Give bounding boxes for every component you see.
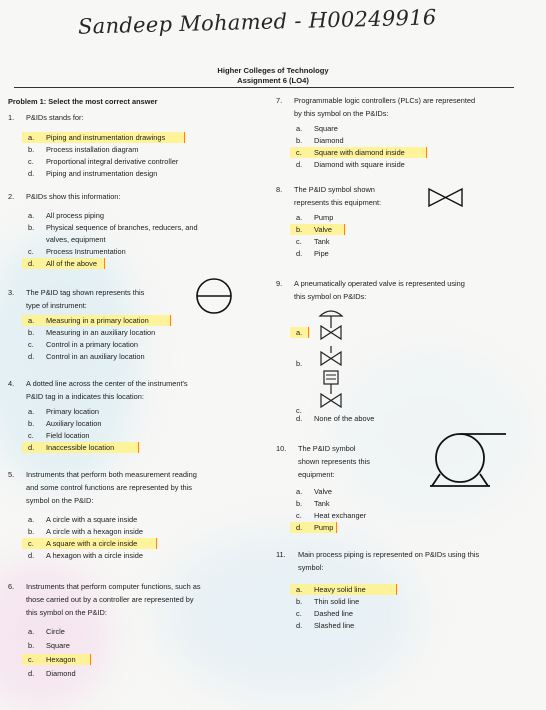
option-letter: b.	[28, 641, 35, 650]
question-text: P&IDs show this information:	[26, 192, 121, 201]
option-d[interactable]: Inaccessible location	[46, 443, 115, 452]
option-d[interactable]: Slashed line	[314, 621, 355, 630]
option-c[interactable]: valves, equipment	[46, 235, 106, 244]
option-letter: a.	[28, 627, 35, 636]
option-letter: d.	[296, 414, 303, 423]
college-name: Higher Colleges of Technology	[217, 66, 329, 75]
question-text: Programmable logic controllers (PLCs) are represented	[294, 96, 476, 105]
question-text: by this symbol on the P&IDs:	[294, 109, 389, 118]
option-letter: a.	[296, 487, 303, 496]
option-letter: c.	[28, 539, 34, 548]
option-letter: d.	[28, 169, 35, 178]
question-text: equipment:	[298, 470, 335, 479]
option-letter: b.	[28, 223, 35, 232]
option-a[interactable]: All process piping	[46, 211, 104, 220]
valve-symbol	[428, 188, 464, 208]
assignment-title: Assignment 6 (LO4)	[237, 76, 309, 85]
option-letter: a.	[296, 328, 303, 337]
question-number: 8.	[276, 185, 283, 194]
option-d[interactable]: Piping and instrumentation design	[46, 169, 158, 178]
option-letter: d.	[296, 249, 303, 258]
option-b[interactable]: Diamond	[314, 136, 344, 145]
option-letter: a.	[296, 585, 303, 594]
option-letter: c.	[296, 609, 302, 618]
question-text: shown represents this	[298, 457, 370, 466]
option-a[interactable]: Heavy solid line	[314, 585, 366, 594]
option-d[interactable]: A hexagon with a circle inside	[46, 551, 143, 560]
option-letter: c.	[296, 148, 302, 157]
option-c[interactable]: Dashed line	[314, 609, 354, 618]
option-b[interactable]: Process installation diagram	[46, 145, 139, 154]
option-letter: c.	[296, 511, 302, 520]
option-letter: d.	[28, 443, 35, 452]
valve-option-b	[316, 346, 346, 368]
question-number: 6.	[8, 582, 15, 591]
question-text: Instruments that perform both measurement reading	[26, 470, 197, 479]
question-text: symbol:	[298, 563, 324, 572]
pen-mark	[308, 327, 309, 338]
question-text: type of instrument:	[26, 301, 87, 310]
option-letter: b.	[296, 225, 303, 234]
option-d[interactable]: Control in an auxiliary location	[46, 352, 145, 361]
option-letter: b.	[296, 136, 303, 145]
option-letter: d.	[296, 621, 303, 630]
option-letter: b.	[296, 359, 303, 368]
option-letter: b.	[28, 145, 35, 154]
option-letter: d.	[28, 259, 35, 268]
question-number: 5.	[8, 470, 15, 479]
option-c[interactable]: Square with diamond inside	[314, 148, 405, 157]
option-a[interactable]: Valve	[314, 487, 332, 496]
question-text: A dotted line across the center of the instrument's	[26, 379, 188, 388]
option-d[interactable]: None of the above	[314, 414, 375, 423]
option-d[interactable]: Diamond	[46, 669, 76, 678]
question-number: 10.	[276, 444, 287, 453]
option-a[interactable]: Primary location	[46, 407, 99, 416]
question-number: 3.	[8, 288, 15, 297]
option-c[interactable]: Heat exchanger	[314, 511, 367, 520]
question-text: A pneumatically operated valve is represented using	[294, 279, 465, 288]
question-text: The P&ID symbol shown	[294, 185, 375, 194]
option-c[interactable]: Hexagon	[46, 655, 76, 664]
option-b[interactable]: Tank	[314, 499, 330, 508]
question-number: 2.	[8, 192, 15, 201]
question-number: 11.	[276, 550, 286, 559]
option-letter: c.	[28, 340, 34, 349]
question-text: this symbol on P&IDs:	[294, 292, 367, 301]
pen-mark	[344, 224, 345, 235]
option-a[interactable]: Pump	[314, 213, 334, 222]
option-a[interactable]: Circle	[46, 627, 65, 636]
option-b[interactable]: Physical sequence of branches, reducers, and	[46, 223, 198, 232]
question-number: 1.	[8, 113, 15, 122]
option-a[interactable]: Square	[314, 124, 338, 133]
option-letter: d.	[296, 523, 303, 532]
option-letter: c.	[296, 237, 302, 246]
question-text: The P&ID tag shown represents this	[26, 288, 145, 297]
option-b[interactable]: Valve	[314, 225, 332, 234]
option-c[interactable]: Proportional integral derivative controller	[46, 157, 179, 166]
option-b[interactable]: Thin solid line	[314, 597, 360, 606]
question-text: P&ID tag in a indicates this location:	[26, 392, 144, 401]
option-d[interactable]: All of the above	[46, 259, 97, 268]
handwritten-signature: Sandeep Mohamed - H00249916	[77, 5, 437, 39]
question-text: P&IDs stands for:	[26, 113, 84, 122]
question-text: Main process piping is represented on P&IDs using this	[298, 550, 480, 559]
option-letter: c.	[28, 655, 34, 664]
option-a[interactable]: Piping and instrumentation drawings	[46, 133, 166, 142]
option-d[interactable]: Pipe	[314, 249, 329, 258]
option-c[interactable]: Tank	[314, 237, 330, 246]
option-letter: b.	[28, 328, 35, 337]
pen-mark	[336, 522, 337, 533]
option-b[interactable]: Square	[46, 641, 70, 650]
valve-option-c	[316, 370, 346, 410]
question-text: The P&ID symbol	[298, 444, 356, 453]
question-text: this symbol on the P&ID:	[26, 608, 107, 617]
option-letter: a.	[28, 133, 35, 142]
option-letter: c.	[28, 247, 34, 256]
instrument-tag-symbol	[196, 278, 236, 318]
option-b[interactable]: Auxiliary location	[46, 419, 102, 428]
question-number: 4.	[8, 379, 15, 388]
pen-mark	[104, 258, 105, 269]
option-letter: c.	[28, 157, 34, 166]
option-c[interactable]: A square with a circle inside	[46, 539, 138, 548]
question-number: 7.	[276, 96, 283, 105]
option-d[interactable]: Pump	[314, 523, 334, 532]
header-rule	[14, 87, 514, 88]
option-letter: a.	[28, 407, 35, 416]
option-letter: d.	[28, 352, 35, 361]
option-letter: d.	[28, 551, 35, 560]
option-letter: d.	[296, 160, 303, 169]
option-c[interactable]: Process Instrumentation	[46, 247, 126, 256]
option-letter: b.	[28, 527, 35, 536]
option-letter: a.	[28, 211, 35, 220]
pen-mark	[170, 315, 171, 326]
option-letter: c.	[296, 406, 302, 415]
option-letter: a.	[296, 124, 303, 133]
option-c[interactable]: Field location	[46, 431, 90, 440]
option-letter: a.	[28, 316, 35, 325]
pen-mark	[156, 538, 157, 549]
pen-mark	[90, 654, 91, 665]
option-b[interactable]: A circle with a hexagon inside	[46, 527, 143, 536]
question-text: and some control functions are represented by this	[26, 483, 192, 492]
pneumatic-valve-option-a	[316, 304, 346, 342]
question-number: 9.	[276, 279, 283, 288]
option-a[interactable]: A circle with a square inside	[46, 515, 138, 524]
question-text: those carried out by a controller are represented by	[26, 595, 194, 604]
option-a[interactable]: Measuring in a primary location	[46, 316, 149, 325]
option-letter: a.	[296, 213, 303, 222]
option-letter: b.	[296, 499, 303, 508]
pen-mark	[396, 584, 397, 595]
question-text: Instruments that perform computer functions, such as	[26, 582, 201, 591]
option-b[interactable]: Measuring in an auxiliary location	[46, 328, 156, 337]
pump-symbol	[430, 428, 510, 488]
pen-mark	[184, 132, 185, 143]
option-letter: b.	[28, 419, 35, 428]
option-c[interactable]: Control in a primary location	[46, 340, 139, 349]
pen-mark	[138, 442, 139, 453]
question-text: symbol on the P&ID:	[26, 496, 94, 505]
option-letter: c.	[28, 431, 34, 440]
option-d[interactable]: Diamond with square inside	[314, 160, 405, 169]
pen-mark	[426, 147, 427, 158]
option-letter: d.	[28, 669, 35, 678]
question-text: represents this equipment:	[294, 198, 382, 207]
option-letter: b.	[296, 597, 303, 606]
problem-title: Problem 1: Select the most correct answer	[8, 97, 158, 106]
option-letter: a.	[28, 515, 35, 524]
